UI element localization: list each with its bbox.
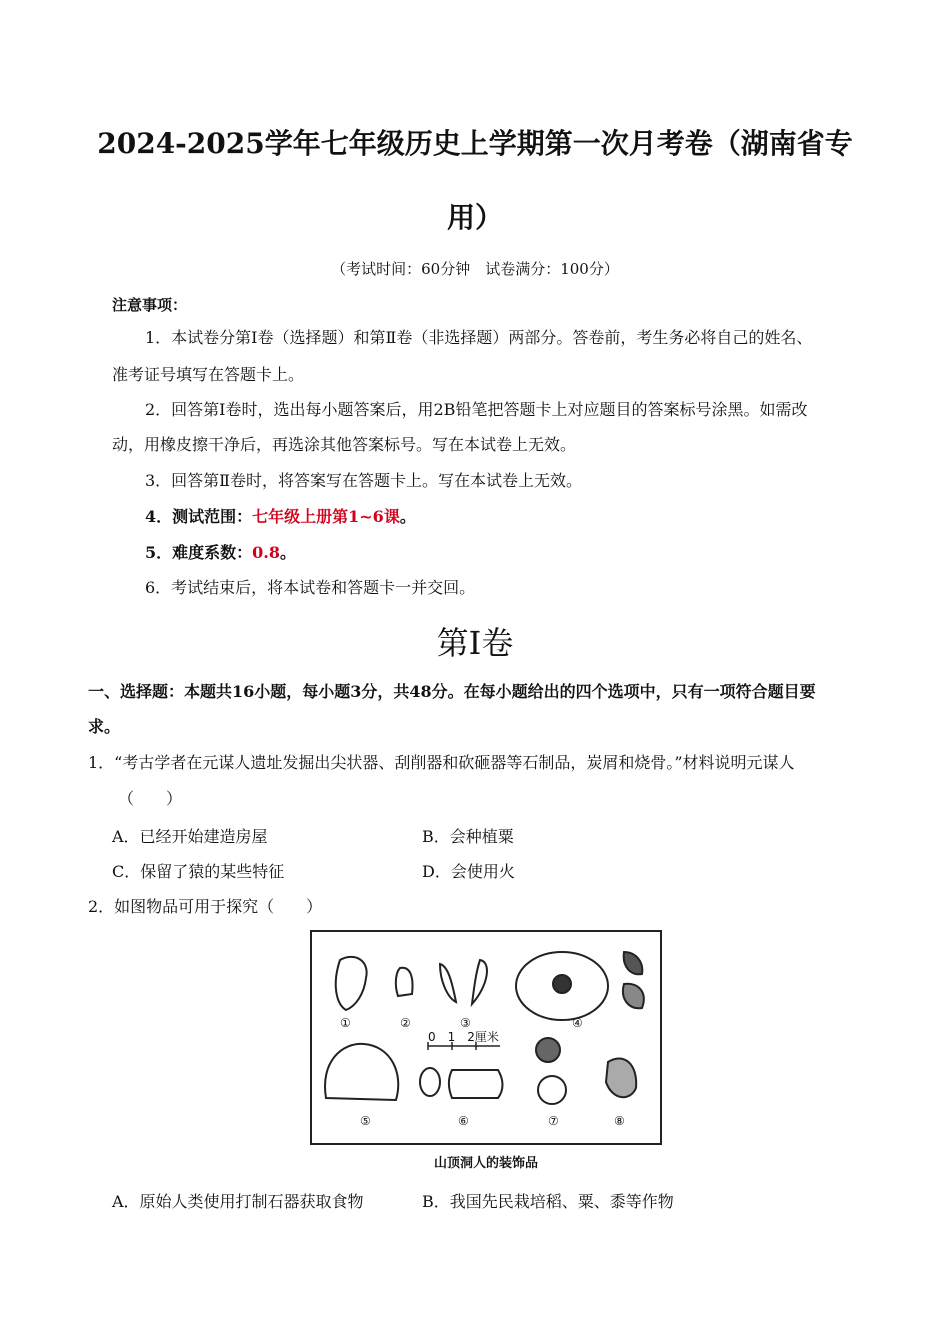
label-3: ③ [460,1016,471,1030]
figure-caption: 山顶洞人的装饰品 [433,1156,538,1171]
note-1b: 准考证号填写在答题卡上。 [112,365,305,384]
ornament-4-piece [624,952,643,974]
paper-title-line2: 用） [446,201,503,234]
note-3: 3．回答第Ⅱ卷时，将答案写在答题卡上。写在本试卷上无效。 [145,471,583,490]
difficulty-value: 0.8 [252,543,280,562]
q1-option-b: B．会种植粟 [422,827,514,846]
part1-intro-a: 一、选择题：本题共16小题，每小题3分，共48分。在每小题给出的四个选项中，只有一项符合题目要 [88,682,816,701]
q1-stem: 1．“考古学者在元谋人遗址发掘出尖状器、刮削器和砍砸器等石制品，炭屑和烧骨。”材料说明元谋人 [88,753,795,772]
note-4-label: 4．测试范围： [145,507,253,526]
ornaments-figure [310,930,662,1145]
q2-option-a: A．原始人类使用打制石器获取食物 [112,1192,364,1211]
ornament-2 [396,968,413,996]
q2-stem: 2．如图物品可用于探究（ ） [88,897,323,916]
note-4-end: 。 [399,507,416,526]
note-5-label: 5．难度系数： [145,543,253,562]
ornament-1 [336,957,367,1010]
label-8: ⑧ [614,1114,625,1128]
paper-title-line1: 2024-2025学年七年级历史上学期第一次月考卷（湖南省专 [97,127,853,160]
label-6: ⑥ [458,1114,469,1128]
ornament-8 [606,1058,636,1097]
q1-option-d: D．会使用火 [422,862,515,881]
q1-option-a: A．已经开始建造房屋 [112,827,268,846]
q1-blank: （ ） [118,789,183,808]
ornament-6a [420,1068,440,1096]
q1-option-c: C．保留了猿的某些特征 [112,862,285,881]
ornament-3b [472,960,487,1004]
ornament-7b [538,1076,566,1104]
note-2a: 2．回答第Ⅰ卷时，选出每小题答案后，用2B铅笔把答题卡上对应题目的答案标号涂黑。如需改 [145,400,808,419]
ornament-6b [449,1070,503,1098]
label-4: ④ [572,1016,583,1030]
ornament-7a [536,1038,560,1062]
ornament-3a [440,964,456,1002]
notes-heading: 注意事项： [112,296,188,314]
note-5-end: 。 [279,543,296,562]
note-1a: 1．本试卷分第Ⅰ卷（选择题）和第Ⅱ卷（非选择题）两部分。答卷前，考生务必将自己的姓名、 [145,328,813,347]
ornament-5 [325,1044,398,1100]
exam-info: （考试时间：60分钟 试卷满分：100分） [331,260,619,278]
label-1: ① [340,1016,351,1030]
label-2: ② [400,1016,411,1030]
note-6: 6．考试结束后，将本试卷和答题卡一并交回。 [145,578,476,597]
label-7: ⑦ [548,1114,559,1128]
note-5 [145,542,296,564]
note-2b: 动，用橡皮擦干净后，再选涂其他答案标号。写在本试卷上无效。 [112,435,577,454]
test-scope: 七年级上册第1~6课 [252,507,400,526]
section-title: 第Ⅰ卷 [436,624,514,662]
label-5: ⑤ [360,1114,371,1128]
part1-intro-b: 求。 [88,717,121,736]
q2-option-b: B．我国先民栽培稻、粟、黍等作物 [422,1192,674,1211]
note-4 [145,506,416,528]
scale-label: 0 1 2厘米 [428,1030,499,1044]
